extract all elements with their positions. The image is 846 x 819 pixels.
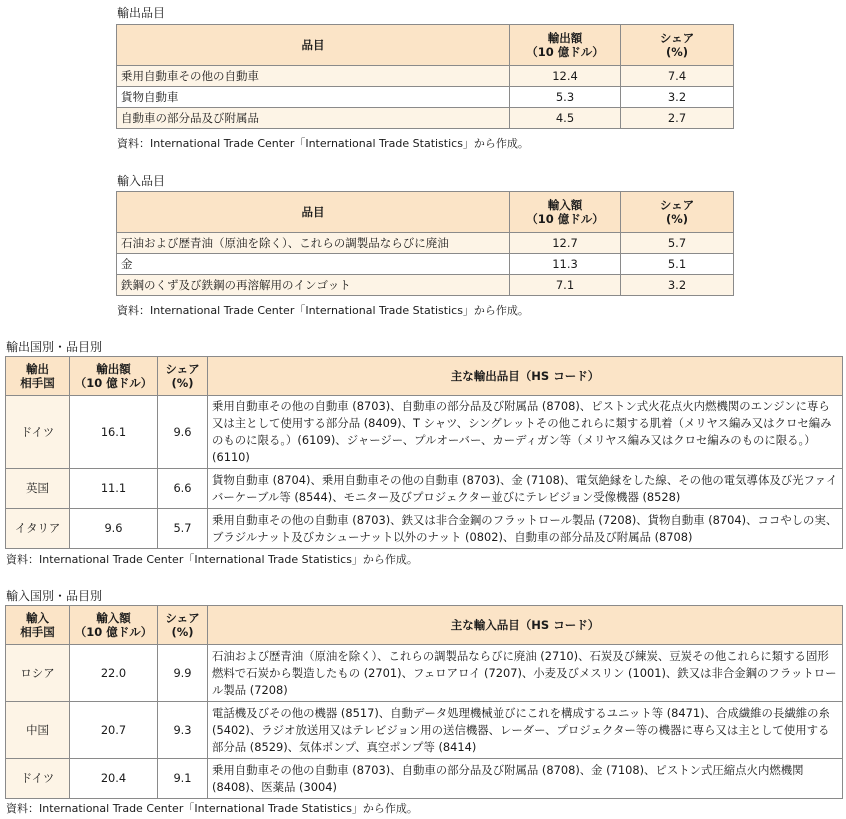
col-header-amount (510, 192, 621, 233)
import-items-table (116, 191, 734, 296)
col-header-amount (510, 25, 621, 66)
header-line: 相手国 (20, 376, 55, 390)
table-header-row (6, 357, 843, 396)
table-row (6, 702, 843, 759)
col-header-amount (70, 357, 158, 396)
header-line: 輸出 (26, 362, 49, 376)
import-country-source: 資料：International Trade Center「International Trade Statistics」から作成。 (6, 802, 418, 815)
import-country-label: 輸入国別・品目別 (6, 589, 103, 603)
share-cell: 9.3 (158, 702, 208, 759)
table-header-row (117, 192, 734, 233)
import-items-source: 資料：International Trade Center「International Trade Statistics」から作成。 (117, 304, 529, 317)
items-cell: 乗用自動車その他の自動車 (8703)、自動車の部分品及び附属品 (8708)、ピストン式火花点火内燃機関のエンジンに専ら又は主として使用する部分品 (8409)、T シャツ、シングレットその他これらに類する肌着（メリヤス編み又はクロセ編みのものに限る。）(6109)、ジャージー、プルオーバー、カーディガン等（メリヤス編み又はクロセ編みのものに限る。）(6110) (208, 396, 843, 469)
share-cell: 5.7 (621, 233, 734, 254)
col-header-amount (70, 606, 158, 645)
export-items-source: 資料：International Trade Center「International Trade Statistics」から作成。 (117, 137, 529, 150)
header-line: 輸入額 (96, 611, 131, 625)
col-header-share (621, 25, 734, 66)
col-header-share (158, 606, 208, 645)
header-line: （10 億ドル） (74, 376, 153, 390)
header-line: 輸出額 (96, 362, 131, 376)
header-line: シェア (659, 198, 695, 212)
col-header-share (621, 192, 734, 233)
export-items-label: 輸出品目 (117, 6, 166, 20)
country-cell: イタリア (6, 509, 70, 549)
table-row (6, 759, 843, 799)
col-header-partner (6, 357, 70, 396)
table-header-row (6, 606, 843, 645)
country-cell: ドイツ (6, 759, 70, 799)
col-header-item: 品目 (117, 25, 510, 66)
header-line: (%) (665, 212, 689, 226)
amount-cell: 12.4 (510, 66, 621, 87)
share-cell: 3.2 (621, 87, 734, 108)
amount-cell: 5.3 (510, 87, 621, 108)
country-cell: 中国 (6, 702, 70, 759)
header-line: (%) (665, 45, 689, 59)
share-cell: 7.4 (621, 66, 734, 87)
amount-cell: 11.1 (70, 469, 158, 509)
header-line: 相手国 (20, 625, 55, 639)
header-line: （10 億ドル） (526, 45, 604, 59)
header-line: 輸入額 (547, 198, 583, 212)
table-row (117, 275, 734, 296)
header-line: (%) (171, 625, 194, 639)
table-row (117, 108, 734, 129)
share-cell: 2.7 (621, 108, 734, 129)
item-cell: 石油および歴青油（原油を除く）、これらの調製品ならびに廃油 (117, 233, 510, 254)
amount-cell: 12.7 (510, 233, 621, 254)
export-country-table (5, 356, 843, 549)
amount-cell: 20.7 (70, 702, 158, 759)
country-cell: ロシア (6, 645, 70, 702)
col-header-items: 主な輸入品目（HS コード） (208, 606, 843, 645)
header-line: 輸出額 (547, 31, 583, 45)
header-line: （10 億ドル） (526, 212, 604, 226)
table-row (117, 233, 734, 254)
items-cell: 電話機及びその他の機器 (8517)、自動データ処理機械並びにこれを構成するユニット等 (8471)、合成繊維の長繊維の糸 (5402)、ラジオ放送用又はテレビジョン用の送信機器、レーダー、プロジェクター等の機器に専ら又は主として使用する部分品 (8529)、気体ポンプ、真空ポンプ等 (8414) (208, 702, 843, 759)
amount-cell: 20.4 (70, 759, 158, 799)
table-row (117, 87, 734, 108)
table-row (117, 66, 734, 87)
amount-cell: 7.1 (510, 275, 621, 296)
import-items-label: 輸入品目 (117, 174, 166, 188)
share-cell: 3.2 (621, 275, 734, 296)
share-cell: 9.1 (158, 759, 208, 799)
header-line: 輸入 (26, 611, 49, 625)
table-header-row (117, 25, 734, 66)
items-cell: 乗用自動車その他の自動車 (8703)、鉄又は非合金鋼のフラットロール製品 (7208)、貨物自動車 (8704)、ココやしの実、ブラジルナット及びカシューナット以外のナット (0802)、自動車の部分品及び附属品 (8708) (208, 509, 843, 549)
header-line: シェア (659, 31, 695, 45)
table-row (6, 396, 843, 469)
amount-cell: 9.6 (70, 509, 158, 549)
table-row (6, 509, 843, 549)
items-cell: 貨物自動車 (8704)、乗用自動車その他の自動車 (8703)、金 (7108)、電気絶縁をした線、その他の電気導体及び光ファイバーケーブル等 (8544)、モニター及びプロジェクター並びにテレビジョン受像機器 (8528) (208, 469, 843, 509)
amount-cell: 16.1 (70, 396, 158, 469)
item-cell: 自動車の部分品及び附属品 (117, 108, 510, 129)
import-country-table (5, 605, 843, 799)
col-header-partner (6, 606, 70, 645)
item-cell: 乗用自動車その他の自動車 (117, 66, 510, 87)
header-line: （10 億ドル） (74, 625, 153, 639)
items-cell: 乗用自動車その他の自動車 (8703)、自動車の部分品及び附属品 (8708)、金 (7108)、ピストン式圧縮点火内燃機関 (8408)、医薬品 (3004) (208, 759, 843, 799)
col-header-item: 品目 (117, 192, 510, 233)
item-cell: 貨物自動車 (117, 87, 510, 108)
table-row (6, 469, 843, 509)
col-header-share (158, 357, 208, 396)
header-line: シェア (165, 362, 200, 376)
header-line: シェア (165, 611, 200, 625)
amount-cell: 22.0 (70, 645, 158, 702)
share-cell: 9.6 (158, 396, 208, 469)
col-header-items: 主な輸出品目（HS コード） (208, 357, 843, 396)
amount-cell: 11.3 (510, 254, 621, 275)
share-cell: 5.7 (158, 509, 208, 549)
export-country-label: 輸出国別・品目別 (6, 340, 103, 354)
share-cell: 9.9 (158, 645, 208, 702)
item-cell: 鉄鋼のくず及び鉄鋼の再溶解用のインゴット (117, 275, 510, 296)
table-row (6, 645, 843, 702)
amount-cell: 4.5 (510, 108, 621, 129)
items-cell: 石油および歴青油（原油を除く）、これらの調製品ならびに廃油 (2710)、石炭及び練炭、豆炭その他これらに類する固形燃料で石炭から製造したもの (2701)、フェロアロイ (7207)、小麦及びメスリン (1001)、鉄又は非合金鋼のフラットロール製品 (7208) (208, 645, 843, 702)
country-cell: ドイツ (6, 396, 70, 469)
table-row (117, 254, 734, 275)
header-line: (%) (171, 376, 194, 390)
share-cell: 5.1 (621, 254, 734, 275)
item-cell: 金 (117, 254, 510, 275)
share-cell: 6.6 (158, 469, 208, 509)
export-items-table (116, 24, 734, 129)
export-country-source: 資料：International Trade Center「International Trade Statistics」から作成。 (6, 553, 418, 566)
country-cell: 英国 (6, 469, 70, 509)
